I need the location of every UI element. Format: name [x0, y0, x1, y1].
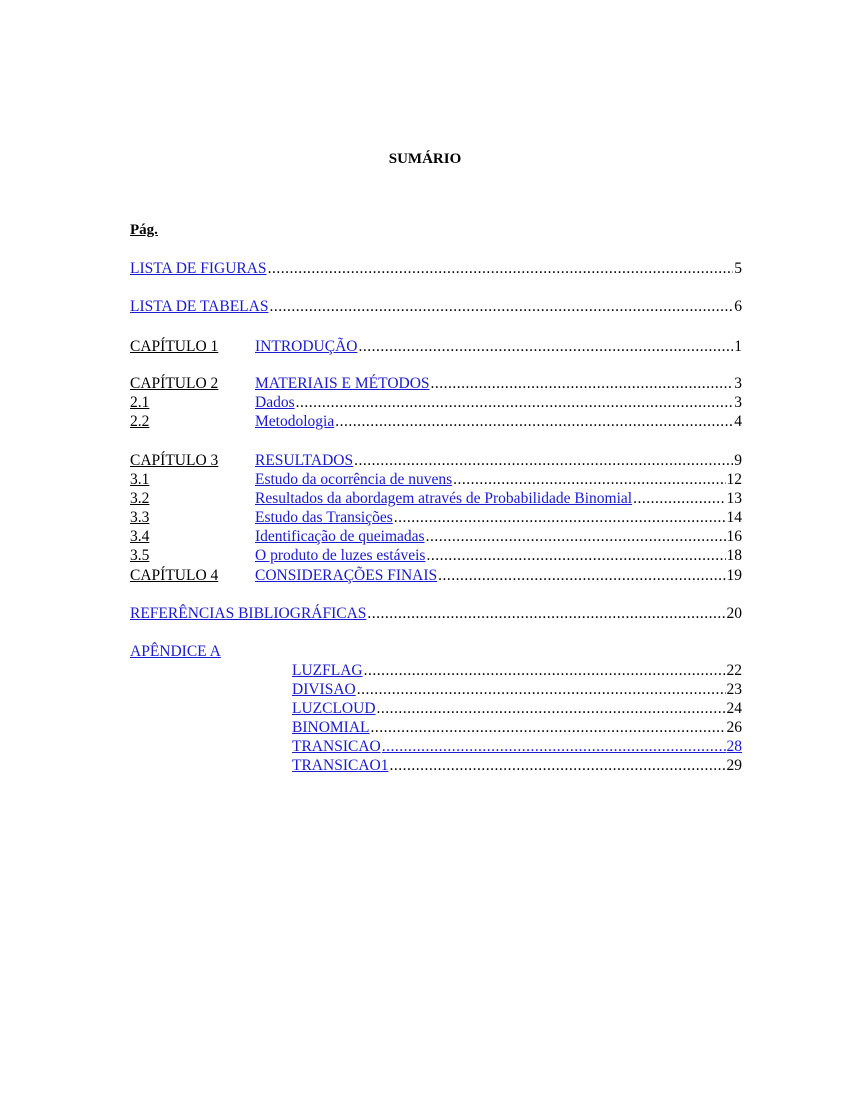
section-number[interactable]: 2.2 — [130, 413, 150, 430]
toc-link[interactable]: LISTA DE FIGURAS — [130, 260, 267, 277]
toc-entry[interactable] — [255, 412, 742, 431]
toc-row-binomial — [130, 718, 742, 737]
toc-link[interactable]: Resultados da abordagem através de Probabilidade Binomial — [255, 490, 633, 507]
toc-row-3-2 — [130, 489, 742, 508]
page-number: 29 — [726, 757, 742, 774]
toc-row-lista-tabelas — [130, 297, 742, 316]
page-number: 3 — [734, 375, 742, 392]
page-column-label: Pág. — [130, 222, 158, 238]
toc-row-transicao1 — [130, 756, 742, 775]
toc-link[interactable]: CONSIDERAÇÕES FINAIS — [255, 567, 438, 584]
page-number: 3 — [734, 394, 742, 411]
toc-link[interactable]: Estudo das Transições — [255, 509, 393, 526]
section-number[interactable]: CAPÍTULO 3 — [130, 452, 219, 469]
page-number: 26 — [726, 719, 742, 736]
toc-entry[interactable] — [292, 699, 742, 718]
toc-entry[interactable] — [255, 527, 742, 546]
toc-link[interactable]: BINOMIAL — [292, 719, 370, 736]
toc-link[interactable]: LUZCLOUD — [292, 700, 376, 717]
toc-entry[interactable] — [292, 661, 742, 680]
toc-link[interactable]: Metodologia — [255, 413, 335, 430]
section-number[interactable]: 2.1 — [130, 394, 150, 411]
page-number: 24 — [726, 700, 742, 717]
section-number[interactable]: CAPÍTULO 2 — [130, 375, 219, 392]
page-number[interactable]: 28 — [726, 738, 742, 755]
toc-entry[interactable] — [255, 470, 742, 489]
dot-leader — [367, 604, 725, 623]
toc-entry[interactable] — [255, 393, 742, 412]
toc-entry[interactable] — [130, 604, 742, 623]
toc-entry[interactable] — [255, 451, 742, 470]
toc-link[interactable]: TRANSICAO — [292, 738, 381, 755]
toc-link[interactable]: INTRODUÇÃO — [255, 338, 358, 355]
page-title: SUMÁRIO — [388, 151, 462, 167]
dot-leader — [389, 756, 725, 775]
toc-link[interactable]: TRANSICAO1 — [292, 757, 389, 774]
dot-leader — [357, 680, 726, 699]
dot-leader — [438, 566, 725, 585]
toc-entry[interactable] — [292, 680, 742, 699]
page-number: 18 — [726, 547, 742, 564]
dot-leader — [633, 489, 725, 508]
toc-row-transicao — [130, 737, 742, 756]
toc-link[interactable]: LISTA DE TABELAS — [130, 298, 269, 315]
toc-link[interactable]: Dados — [255, 394, 295, 411]
dot-leader — [453, 470, 725, 489]
toc-row-capitulo-1 — [130, 337, 742, 356]
dot-leader — [364, 661, 726, 680]
toc-link[interactable]: DIVISAO — [292, 681, 356, 698]
toc-entry[interactable] — [130, 259, 742, 278]
dot-leader — [296, 393, 734, 412]
dot-leader — [377, 699, 726, 718]
toc-link[interactable]: RESULTADOS — [255, 452, 354, 469]
dot-leader — [358, 337, 733, 356]
toc-row-capitulo-2 — [130, 374, 742, 393]
toc-entry[interactable] — [292, 756, 742, 775]
section-number[interactable]: CAPÍTULO 1 — [130, 338, 219, 355]
page-number: 20 — [726, 605, 742, 622]
section-number[interactable]: 3.5 — [130, 547, 150, 564]
dot-leader — [394, 508, 726, 527]
page-number: 12 — [726, 471, 742, 488]
toc-link[interactable]: MATERIAIS E MÉTODOS — [255, 375, 430, 392]
toc-row-luzflag — [130, 661, 742, 680]
dot-leader — [426, 546, 725, 565]
page-number: 16 — [726, 528, 742, 545]
toc-row-3-3 — [130, 508, 742, 527]
dot-leader — [268, 259, 734, 278]
section-number[interactable]: 3.1 — [130, 471, 150, 488]
toc-entry[interactable] — [255, 508, 742, 527]
page-number: 6 — [734, 298, 742, 315]
appendix-link[interactable]: APÊNDICE A — [130, 643, 221, 660]
dot-leader — [426, 527, 726, 546]
toc-entry[interactable] — [292, 718, 742, 737]
page-number: 13 — [726, 490, 742, 507]
page-number: 1 — [734, 338, 742, 355]
dot-leader — [431, 374, 734, 393]
toc-row-2-2 — [130, 412, 742, 431]
dot-leader — [335, 412, 733, 431]
dot-leader — [269, 297, 733, 316]
dot-leader — [371, 718, 726, 737]
page-number: 4 — [734, 413, 742, 430]
page-number: 14 — [726, 509, 742, 526]
toc-entry[interactable] — [130, 297, 742, 316]
toc-link[interactable]: Estudo da ocorrência de nuvens — [255, 471, 453, 488]
toc-entry[interactable] — [255, 546, 742, 565]
toc-entry[interactable] — [292, 737, 742, 756]
toc-row-luzcloud — [130, 699, 742, 718]
toc-entry[interactable] — [255, 374, 742, 393]
toc-row-divisao — [130, 680, 742, 699]
toc-row-apendice-a — [130, 642, 742, 661]
page-number: 19 — [726, 567, 742, 584]
dot-leader — [354, 451, 733, 470]
section-number[interactable]: 3.2 — [130, 490, 150, 507]
page-number: 22 — [726, 662, 742, 679]
section-number[interactable]: 3.3 — [130, 509, 150, 526]
page-number: 23 — [726, 681, 742, 698]
toc-row-capitulo-4 — [130, 566, 742, 585]
toc-entry[interactable] — [255, 566, 742, 585]
toc-entry[interactable] — [255, 489, 742, 508]
toc-row-3-4 — [130, 527, 742, 546]
page-number: 9 — [734, 452, 742, 469]
toc-link[interactable]: O produto de luzes estáveis — [255, 547, 426, 564]
toc-entry[interactable] — [255, 337, 742, 356]
toc-link[interactable]: LUZFLAG — [292, 662, 363, 679]
dot-leader — [382, 737, 726, 756]
page-number: 5 — [734, 260, 742, 277]
toc-link[interactable]: Identificação de queimadas — [255, 528, 425, 545]
toc-row-3-5 — [130, 546, 742, 565]
toc-row-referencias — [130, 604, 742, 623]
section-number[interactable]: 3.4 — [130, 528, 150, 545]
toc-row-2-1 — [130, 393, 742, 412]
toc-row-capitulo-3 — [130, 451, 742, 470]
section-number[interactable]: CAPÍTULO 4 — [130, 567, 219, 584]
toc-row-lista-figuras — [130, 259, 742, 278]
toc-row-3-1 — [130, 470, 742, 489]
toc-link[interactable]: REFERÊNCIAS BIBLIOGRÁFICAS — [130, 605, 367, 622]
